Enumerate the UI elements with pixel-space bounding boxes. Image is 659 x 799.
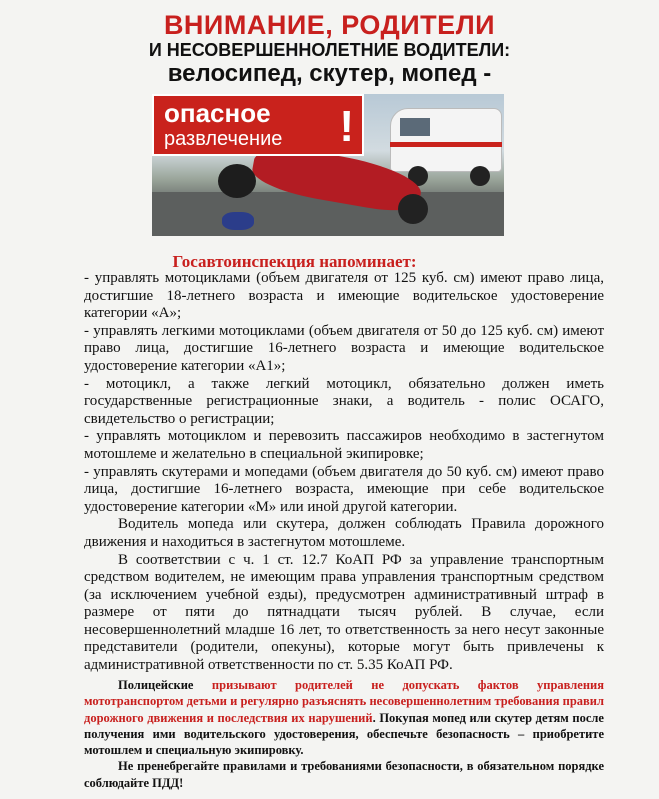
ambulance-stripe-shape bbox=[390, 142, 502, 147]
rules-text bbox=[84, 270, 604, 675]
appeal-start: Полицейские bbox=[118, 678, 212, 692]
appeal-text bbox=[84, 677, 604, 791]
header-title: ВНИМАНИЕ, РОДИТЕЛИ bbox=[163, 10, 496, 40]
banner-word-dangerous: опасное bbox=[164, 98, 271, 128]
scooter-wheel-icon bbox=[398, 194, 428, 224]
header-subtitle: И НЕСОВЕРШЕННОЛЕТНИЕ ВОДИТЕЛИ: bbox=[148, 40, 511, 60]
appeal-paragraph bbox=[84, 677, 604, 758]
appeal-highlight: призывают родителей не допускать фактов управления мототранспортом детьми и регулярно разъяснять несовершеннолетним требования правил дорожного движения и последствия их нарушений bbox=[84, 678, 604, 725]
appeal-end: . Покупая мопед или скутер детям после получения ими водительского удостоверения, обеспечьте безопасность – приобретите мотошлем и специальную экипировку. bbox=[84, 710, 604, 758]
rule-item: - мотоцикл, а также легкий мотоцикл, обязательно должен иметь государственные регистрационные знаки, а водитель - полис ОСАГО, свидетельство о регистрации; bbox=[84, 375, 604, 427]
danger-banner bbox=[152, 94, 364, 156]
helmet-icon bbox=[218, 164, 256, 198]
rule-item: - управлять мотоциклами (объем двигателя от 125 куб. см) имеют право лица, достигшие 18-летнего возраста и имеющие водительское удостоверение категории «А»; bbox=[84, 270, 604, 322]
rule-item: - управлять легкими мотоциклами (объем двигателя от 50 до 125 куб. см) имеют право лица, достигшие 16-летнего возраста и имеющие водительское удостоверение категории «А1»; bbox=[84, 322, 604, 374]
header-vehicles: велосипед, скутер, мопед - bbox=[167, 60, 492, 87]
accident-photo bbox=[152, 94, 504, 236]
closing-paragraph: Не пренебрегайте правилами и требованиями безопасности, в обязательном порядке соблюдайте ПДД! bbox=[84, 759, 604, 790]
exclamation-icon: ! bbox=[339, 102, 354, 151]
helmet-paragraph: Водитель мопеда или скутера, должен соблюдать Правила дорожного движения и находиться в застегнутом мотошлеме. bbox=[84, 516, 604, 550]
ambulance-window-shape bbox=[400, 118, 430, 136]
rule-item: - управлять скутерами и мопедами (объем двигателя до 50 куб. см) имеют право лица, достигшие 16-летнего возраста, имеющие при себе водительское удостоверение категории «М» или иной другой категории. bbox=[84, 463, 604, 515]
clothing-shape bbox=[222, 212, 254, 230]
reminder-heading: Госавтоинспекция напоминает: bbox=[172, 252, 417, 271]
banner-word-fun: развлечение bbox=[164, 128, 283, 150]
rule-item: - управлять мотоциклом и перевозить пассажиров необходимо в застегнутом мотошлеме и желательно в специальной экипировке; bbox=[84, 428, 604, 462]
fine-paragraph: В соответствии с ч. 1 ст. 12.7 КоАП РФ за управление транспортным средством водителем, не имеющим права управления транспортным средством (за исключением учебной езды), предусмотрен административный штраф в размере от пяти до пятнадцати тысяч рублей. В случае, если несовершеннолетний младше 16 лет, то ответственность за него несут законные представители (родители, опекуны), которые могут быть привлечены к административной ответственности по ст. 5.35 КоАП РФ. bbox=[84, 551, 604, 674]
ambulance-wheel-icon bbox=[470, 166, 490, 186]
